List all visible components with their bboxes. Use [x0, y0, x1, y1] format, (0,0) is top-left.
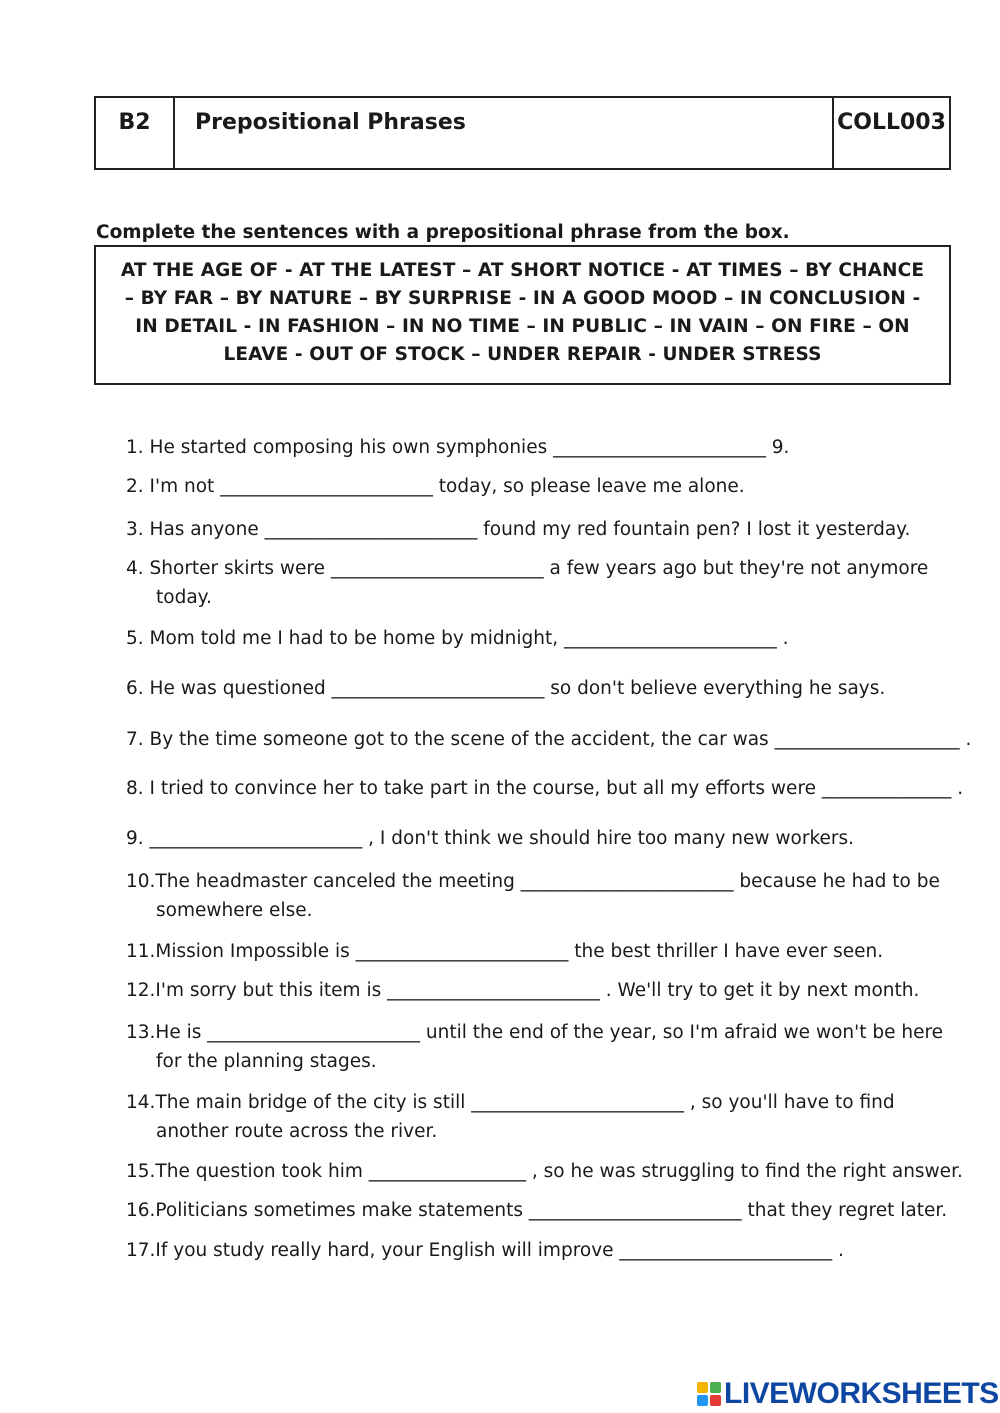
sentence-8[interactable]: [126, 774, 964, 803]
sentence-7-text: 7. By the time someone got to the scene of the accident, the car was ____________________ .: [126, 729, 972, 750]
sentence-15[interactable]: [126, 1157, 963, 1186]
sentence-4-text: 4. Shorter skirts were _______________________ a few years ago but they're not anymore: [126, 558, 929, 579]
sentence-4-continuation: today.: [156, 587, 212, 608]
sentence-7[interactable]: [126, 725, 972, 754]
logo-square-4: [710, 1395, 721, 1406]
sentence-1[interactable]: [126, 433, 936, 462]
sentence-12[interactable]: [126, 976, 936, 1005]
sentence-13-continuation: for the planning stages.: [156, 1051, 377, 1072]
sentence-17-text: 17.If you study really hard, your English will improve _______________________ .: [126, 1240, 844, 1261]
sentence-2[interactable]: [126, 472, 936, 501]
sentence-17[interactable]: [126, 1236, 936, 1265]
sentence-6[interactable]: [126, 674, 936, 703]
sentence-11[interactable]: [126, 937, 936, 966]
sentence-5-text: 5. Mom told me I had to be home by midnight, _______________________ .: [126, 628, 789, 649]
sentence-13[interactable]: [126, 1018, 944, 1076]
sentence-6-text: 6. He was questioned _______________________ so don't believe everything he says.: [126, 678, 886, 699]
logo-text: LIVEWORKSHEETS: [724, 1377, 999, 1410]
sentence-12-text: 12.I'm sorry but this item is _______________________ . We'll try to get it by next month.: [126, 980, 920, 1001]
sentence-1-text: 1. He started composing his own symphonies _______________________ 9.: [126, 437, 790, 458]
sentence-9[interactable]: [126, 824, 936, 853]
sentence-4[interactable]: [126, 554, 936, 612]
instruction: Complete the sentences with a prepositional phrase from the box.: [96, 222, 790, 243]
word-box-phrases: AT THE AGE OF - AT THE LATEST – AT SHORT NOTICE - AT TIMES – BY CHANCE – BY FAR – BY NATURE – BY SURPRISE - IN A GOOD MOOD – IN CONCLUSION - IN DETAIL - IN FASHION – IN NO TIME – IN PUBLIC – IN VAIN – ON FIRE – ON LEAVE - OUT OF STOCK – UNDER REPAIR - UNDER STRESS: [120, 260, 925, 365]
sentence-10[interactable]: [126, 867, 940, 925]
sentence-14-text: 14.The main bridge of the city is still _______________________ , so you'll have to find: [126, 1092, 895, 1113]
liveworksheets-logo[interactable]: [697, 1377, 999, 1411]
sentence-10-continuation: somewhere else.: [156, 900, 313, 921]
worksheet-title: Prepositional Phrases: [174, 97, 833, 169]
sentence-8-text: 8. I tried to convince her to take part in the course, but all my efforts were ______________ .: [126, 778, 964, 799]
sentence-2-text: 2. I'm not _______________________ today, so please leave me alone.: [126, 476, 745, 497]
sentence-14-continuation: another route across the river.: [156, 1121, 438, 1142]
sentence-9-text: 9. _______________________ , I don't think we should hire too many new workers.: [126, 828, 855, 849]
sentence-3-text: 3. Has anyone _______________________ found my red fountain pen? I lost it yesterday.: [126, 519, 911, 540]
sentence-5[interactable]: [126, 624, 936, 653]
sentence-11-text: 11.Mission Impossible is _______________________ the best thriller I have ever seen.: [126, 941, 884, 962]
logo-square-3: [697, 1395, 708, 1406]
sentence-13-text: 13.He is _______________________ until the end of the year, so I'm afraid we won't be here: [126, 1022, 944, 1043]
sentence-3[interactable]: [126, 515, 936, 544]
worksheet-code: COLL003: [833, 97, 950, 169]
sentence-14[interactable]: [126, 1088, 936, 1146]
header-table: [94, 96, 951, 170]
logo-mark-icon: [697, 1382, 721, 1406]
sentence-16[interactable]: [126, 1196, 948, 1225]
sentence-10-text: 10.The headmaster canceled the meeting _______________________ because he had to be: [126, 871, 940, 892]
level-cell: B2: [95, 97, 174, 169]
logo-square-2: [710, 1382, 721, 1393]
logo-square-1: [697, 1382, 708, 1393]
word-box: [94, 245, 951, 385]
sentence-15-text: 15.The question took him _________________ , so he was struggling to find the right answer.: [126, 1161, 963, 1182]
sentence-16-text: 16.Politicians sometimes make statements _______________________ that they regret later.: [126, 1200, 948, 1221]
